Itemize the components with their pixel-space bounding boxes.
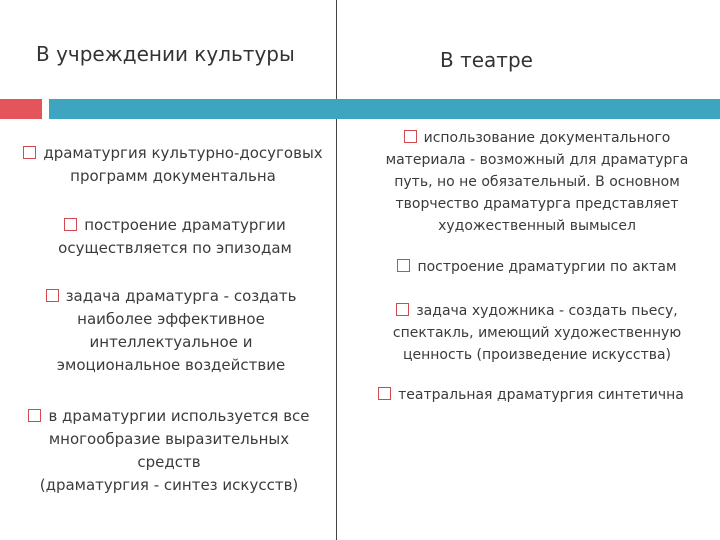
left-item-2-line1: построение драматургии bbox=[84, 216, 286, 234]
right-item-1-line2: материала - возможный для драматурга bbox=[385, 152, 689, 168]
left-item-3-line2: наиболее эффективное bbox=[77, 310, 265, 328]
right-item-3 bbox=[362, 300, 712, 366]
left-heading: В учреждении культуры bbox=[36, 42, 295, 66]
right-item-1-line1: использование документального bbox=[423, 130, 671, 146]
left-item-4 bbox=[4, 405, 334, 497]
accent-bar-blue bbox=[49, 99, 720, 119]
checkbox-bullet-icon bbox=[23, 146, 36, 159]
left-item-4-line3: средств bbox=[137, 453, 201, 471]
right-item-2 bbox=[362, 256, 712, 278]
right-item-1-line3: путь, но не обязательный. В основном bbox=[394, 174, 680, 190]
left-item-3-line4: эмоциональное воздействие bbox=[56, 356, 286, 374]
left-item-3-line3: интеллектуальное и bbox=[89, 333, 253, 351]
right-item-4-line1: театральная драматургия синтетична bbox=[398, 387, 684, 403]
right-item-3-line1: задача художника - создать пьесу, bbox=[416, 303, 678, 319]
left-item-4-line1: в драматургии используется все bbox=[48, 407, 310, 425]
checkbox-bullet-icon bbox=[397, 259, 410, 272]
left-item-4-line2: многообразие выразительных bbox=[48, 430, 290, 448]
left-item-2-line2: осуществляется по эпизодам bbox=[58, 239, 292, 257]
right-item-1-line5: художественный вымысел bbox=[438, 218, 636, 234]
accent-bar-red bbox=[0, 99, 42, 119]
checkbox-bullet-icon bbox=[378, 387, 391, 400]
right-item-2-line1: построение драматургии по актам bbox=[417, 259, 677, 275]
checkbox-bullet-icon bbox=[64, 218, 77, 231]
left-item-1-line1: драматургия культурно-досуговых bbox=[43, 144, 323, 162]
left-item-1 bbox=[8, 142, 338, 188]
left-item-1-line2: программ документальна bbox=[70, 167, 276, 185]
left-item-3 bbox=[6, 285, 336, 377]
checkbox-bullet-icon bbox=[46, 289, 59, 302]
right-item-4 bbox=[356, 384, 706, 406]
checkbox-bullet-icon bbox=[28, 409, 41, 422]
left-item-3-line1: задача драматурга - создать bbox=[65, 287, 297, 305]
checkbox-bullet-icon bbox=[404, 130, 417, 143]
right-item-1 bbox=[362, 127, 712, 237]
right-item-1-line4: творчество драматурга представляет bbox=[395, 196, 679, 212]
left-item-2 bbox=[10, 214, 340, 260]
checkbox-bullet-icon bbox=[396, 303, 409, 316]
right-item-3-line3: ценность (произведение искусства) bbox=[402, 347, 672, 363]
left-item-4-line4: (драматургия - синтез искусств) bbox=[39, 476, 299, 494]
column-divider bbox=[336, 0, 337, 540]
right-heading: В театре bbox=[440, 48, 533, 72]
right-item-3-line2: спектакль, имеющий художественную bbox=[392, 325, 682, 341]
